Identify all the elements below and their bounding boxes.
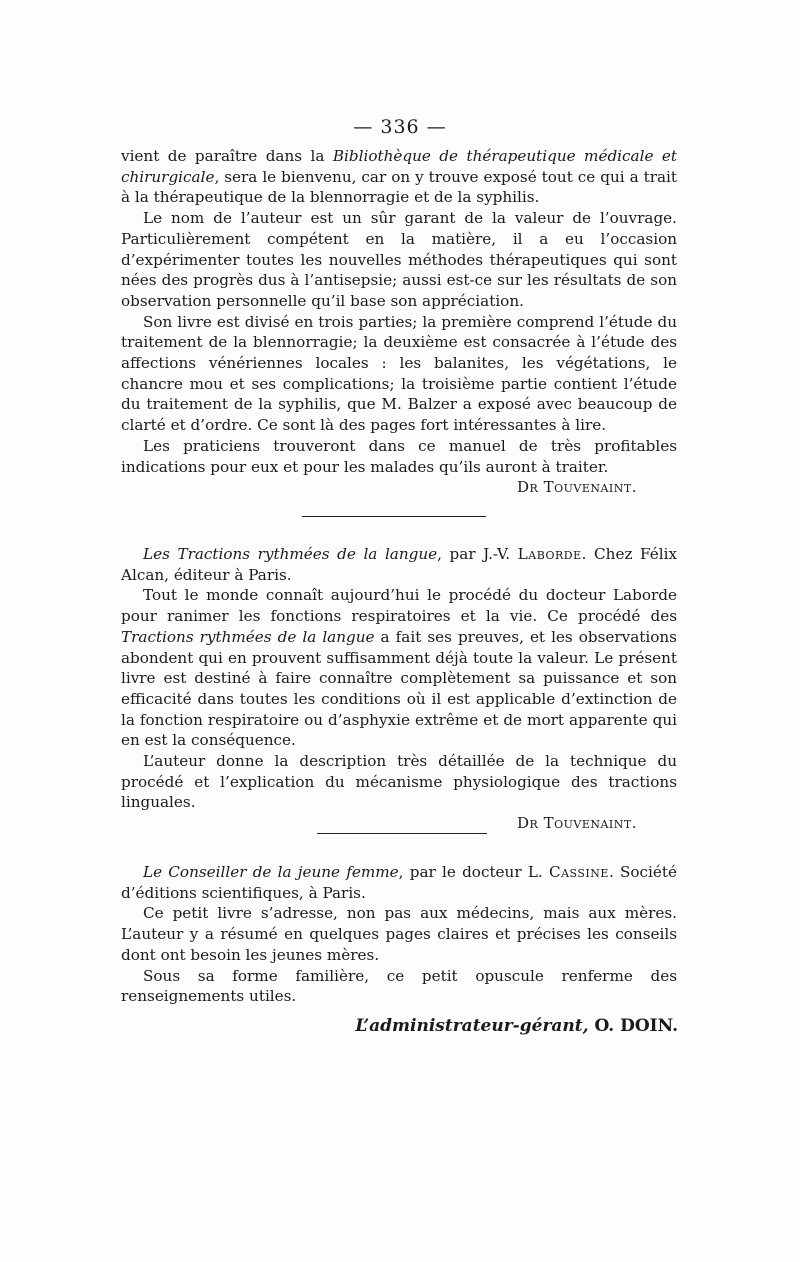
book-title: Bibliothèque de thérapeutique médicale et chirurgicale [121,147,677,186]
review-1-paragraph-2: Le nom de l’auteur est un sûr garant de la valeur de l’ouvrage. Particulièrement compétent en la matière, il a eu l’occasion d’expérimenter toutes les nouvelles méthodes thérapeutiques qui sont nées des progrès dus à l’antisepsie; aussi est-ce sur les résultats de son observation personnelle qu’il base son appréciation. [121,209,677,310]
review-2-paragraph-2: L’auteur donne la description très détaillée de la technique du procédé et l’explication du mécanisme physiologique des tractions linguales. [121,752,677,812]
review-2-heading: Les Tractions rythmées de la langue, par J.-V. Laborde. Chez Félix Alcan, éditeur à Paris. [121,545,678,584]
author-name: Cassine [548,863,609,881]
review-2-paragraph-1: Tout le monde connaît aujourd’hui le procédé du docteur Laborde pour ranimer les fonctions respiratoires et la vie. Ce procédé des Tractions rythmées de la langue a fait ses preuves, et les observations abondent qui en prouvent suffisamment déjà toute la valeur. Le présent livre est destiné à faire connaître complètement sa puissance et son efficacité dans toutes les conditions où il est applicable d’extinction de la fonction respiratoire ou d’asphyxie extrême et de mort apparente qui en est la conséquence. [121,586,677,750]
review-3-paragraph-2: Sous sa forme familière, ce petit opuscule renferme des renseignements utiles. [121,966,677,1006]
book-title: Le Conseiller de la jeune femme [143,863,399,881]
review-3 [121,862,677,1007]
administrator-name: O. DOIN. [594,1016,678,1036]
review-3-heading: Le Conseiller de la jeune femme, par le docteur L. Cassine. Société d’éditions scientifiques, à Paris. [121,863,677,902]
review-1-signature: Dr Touvenaint. [517,478,637,497]
review-2 [121,544,677,834]
divider [317,833,487,834]
review-1-paragraph-3: Son livre est divisé en trois parties; la première comprend l’étude du traitement de la blennorragie; la deuxième est consacrée à l’étude des affections vénériennes locales : les balanites, les végétations, le chancre mou et ses complications; la troisième partie contient l’étude du traitement de la syphilis, que M. Balzer a exposé avec beaucoup de clarté et d’ordre. Ce sont là des pages fort intéressantes à lire. [121,312,677,435]
page-number: — 336 — [353,116,447,138]
administrator-signature [355,1016,678,1036]
administrator-role: L’administrateur-gérant, [355,1016,589,1036]
review-1-paragraph-1: vient de paraître dans la Bibliothèque de thérapeutique médicale et chirurgicale, sera le bienvenu, car on y trouve exposé tout ce qui a trait à la thérapeutique de la blennorragie et de la syphilis. [121,147,677,207]
book-title: Tractions rythmées de la langue [121,627,375,646]
author-name: Laborde [517,545,582,563]
review-1 [121,146,677,498]
review-3-paragraph-1: Ce petit livre s’adresse, non pas aux médecins, mais aux mères. L’auteur y a résumé en quelques pages claires et précises les conseils dont ont besoin les jeunes mères. [121,904,677,964]
divider [302,516,486,517]
book-title: Les Tractions rythmées de la langue [143,545,438,563]
review-2-signature: Dr Touvenaint. [517,814,637,833]
review-1-paragraph-4: Les praticiens trouveront dans ce manuel de très profitables indications pour eux et pour les malades qu’ils auront à traiter. [121,436,677,476]
